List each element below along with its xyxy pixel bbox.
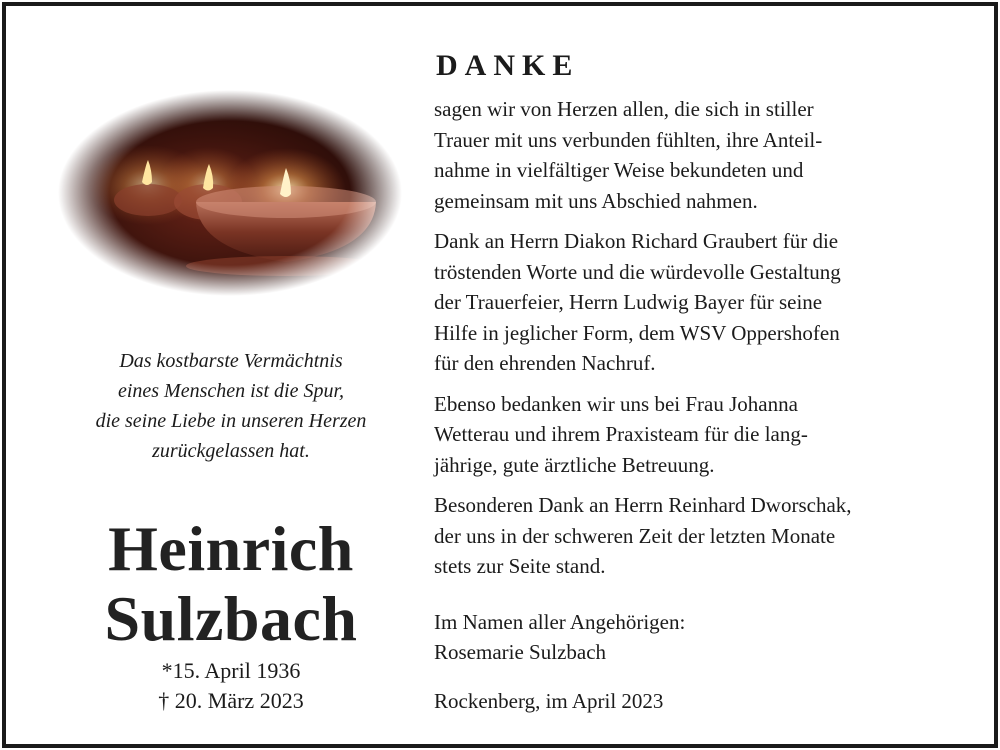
- thanks-paragraph: [434, 389, 964, 481]
- quote-line: eines Menschen ist die Spur,: [117, 380, 345, 402]
- obituary-card: [2, 2, 998, 748]
- text-line: jährige, gute ärztliche Betreuung.: [434, 452, 715, 477]
- text-line: gemeinsam mit uns Abschied nahmen.: [434, 188, 758, 213]
- last-name: Sulzbach: [104, 583, 358, 654]
- text-line: Hilfe in jeglicher Form, dem WSV Oppershofen: [434, 320, 840, 345]
- deceased-name: [36, 514, 426, 654]
- text-line: für den ehrenden Nachruf.: [434, 351, 656, 375]
- memorial-quote: [46, 346, 416, 466]
- text-line: tröstenden Worte und die würdevolle Gestaltung: [434, 259, 841, 284]
- text-line: der uns in der schweren Zeit der letzten Monate: [434, 523, 836, 548]
- quote-line: zurückgelassen hat.: [152, 440, 310, 462]
- thanks-paragraph: [434, 226, 964, 379]
- signature-name: Rosemarie Sulzbach: [434, 640, 607, 664]
- text-line: stets zur Seite stand.: [434, 554, 606, 578]
- text-line: Besonderen Dank an Herrn Reinhard Dworschak,: [434, 493, 852, 517]
- text-line: Trauer mit uns verbunden fühlten, ihre Anteil-: [434, 127, 823, 152]
- place-date: Rockenberg, im April 2023: [434, 688, 664, 713]
- birth-date: *15. April 1936: [161, 658, 301, 683]
- candles-photo: [58, 90, 402, 296]
- text-line: sagen wir von Herzen allen, die sich in stiller: [434, 97, 814, 121]
- thanks-paragraph: [434, 94, 964, 216]
- life-dates: [36, 656, 426, 716]
- quote-line: Das kostbarste Vermächtnis: [119, 350, 343, 372]
- text-line: der Trauerfeier, Herrn Ludwig Bayer für seine: [434, 290, 823, 314]
- thanks-paragraph: [434, 490, 964, 582]
- text-line: nahme in vielfältiger Weise bekundeten und: [434, 158, 804, 182]
- thanks-text: [434, 46, 964, 716]
- death-date: † 20. März 2023: [158, 688, 304, 713]
- signature-block: [434, 607, 964, 668]
- first-name: Heinrich: [108, 513, 354, 584]
- text-line: Dank an Herrn Diakon Richard Graubert für die: [434, 229, 839, 253]
- signature-intro: Im Namen aller Angehörigen:: [434, 609, 686, 634]
- quote-line: die seine Liebe in unseren Herzen: [95, 410, 367, 432]
- thanks-heading: DANKE: [436, 49, 580, 82]
- text-line: Wetterau und ihrem Praxisteam für die lang-: [434, 422, 808, 446]
- text-line: Ebenso bedanken wir uns bei Frau Johanna: [434, 391, 798, 416]
